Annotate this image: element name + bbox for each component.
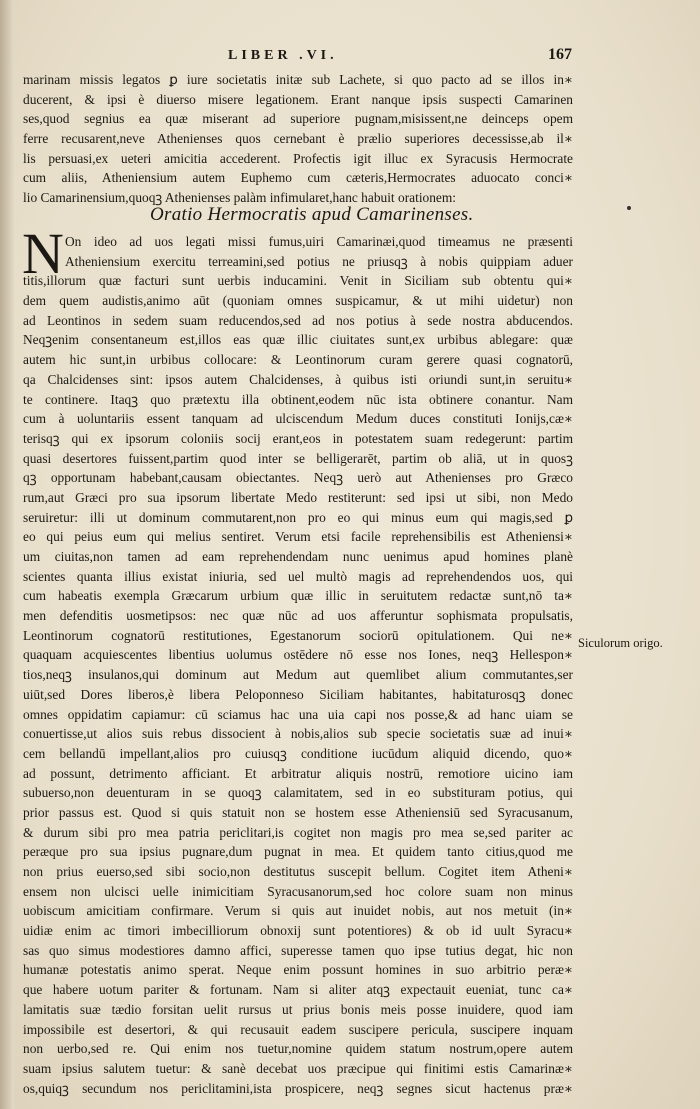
text-line: quaquam acquiescentes libentius uolumus ostēdere nō esse nos Iones, neqꝫ Hellespon∗ — [23, 647, 573, 663]
text-line: qa Chalcidenses sint: ipsos autem Chalcidenses, à quibus isti oriundi sunt,in seruitu∗ — [23, 371, 573, 387]
text-line: cum à uoluntariis essent tanquam ad ulciscendum Medum duces constituti Ionijs,cæ∗ — [23, 411, 573, 427]
text-line: te continere. Itaqꝫ quo prætextu illa obtinent,eodem nūc ista obtinere conantur. Nam — [23, 391, 573, 407]
text-line: Atheniensium exercitu terreamini,sed potius ne priusqꝫ à nobis quippiam aduer — [65, 253, 573, 269]
text-line: ducerent, & ipsi è diuerso misere legationem. Erant nanque ipsis suspecti Camarinen — [23, 91, 573, 107]
text-line: peræque pro sua ipsius pugnare,dum pugnat in mea. Et quidem tanto citius,quod me — [23, 844, 573, 860]
text-line: eo qui peius eum qui melius sentiret. Verum etsi facile reprehensibilis est Atheniensi∗ — [23, 529, 573, 545]
text-line: qꝫ opportunam habebant,causam obiectantes. Neqꝫ uerò aut Athenienses pro Græco — [23, 470, 573, 486]
text-line: On ideo ad uos legati missi fumus,uiri Camarinæi,quod timeamus ne præsenti — [65, 234, 573, 249]
text-line: lis persuasi,ex ueteri amicitia accederent. Profectis igit illuc ex Syracusis Hermocrate — [23, 150, 573, 166]
text-line: tios,neqꝫ insulanos,qui dominum aut Medum aut quemlibet alium commutantes,ser — [23, 667, 573, 683]
drop-cap: N — [22, 221, 64, 286]
text-line: men defenditis uosmetipsos: nec quæ nūc ad uos afferuntur sophismata propulsatis, — [23, 608, 573, 624]
text-line: impossibile est desertori, & qui recusauit eadem suscipere pericula, suscipere inquam — [23, 1021, 573, 1037]
text-line: ad possunt, detrimento afficiant. Et arbitratur aliquis nostrū, remotiore uicino iam — [23, 765, 573, 781]
oration-body — [23, 232, 573, 1098]
text-line: & durum sibi pro mea patria periclitari,is cogitet non magis pro mea se,sed pariter ac — [23, 824, 573, 840]
page-gutter — [0, 0, 14, 1109]
text-line: titis,illorum quæ facturi sunt uerbis inducamini. Venit in Siciliam sub obtentu qui∗ — [23, 273, 573, 289]
text-line: cum aliis, Atheniensium autem Euphemo cum cæteris,Hermocrates aduocato conci∗ — [23, 170, 573, 186]
text-line: ses,quod segnius ea quæ miserant ad superiore pugnam,misissent,ne deinceps opem — [23, 111, 573, 127]
text-line: dem quem audistis,animo aūt (quoniam omnes suspicamur, & ut mihi uidetur) non — [23, 293, 573, 309]
ink-speck — [627, 206, 631, 210]
text-line: ferre recusarent,neve Athenienses quos cernebant è prælio superiores decessisse,ab il∗ — [23, 131, 573, 147]
text-line: marinam missis legatos ꝑ iure societatis initæ sub Lachete, si quo pacto ad se illos in∗ — [23, 72, 573, 87]
text-line: conuertisse,ut alios suis rebus dissocient à nobis,alios sub specie societatis suæ ad inui∗ — [23, 726, 573, 742]
text-line: ad Leontinos in sedem suam reducendos,sed ad nos potius à sede nostra abducendos. — [23, 312, 573, 328]
text-line: rum,aut Græci pro sua ipsorum libertate Medo restiterunt: sed ipsi ut sibi, non Medo — [23, 489, 573, 505]
text-line: seruiretur: illi ut dominum commutarent,non pro eo qui minus eum qui magis,sed ꝑ — [23, 509, 573, 525]
text-line: uobiscum amicitiam confirmare. Verum si quis aut inuidet nobis, aut nos metuit (in∗ — [23, 903, 573, 919]
text-line: lio Camarinensium,quoqꝫ Athenienses palàm infimularet,hanc habuit orationem: — [23, 190, 457, 206]
text-line: Leontinorum cognatorū restitutiones, Egestanorum sociorū opitulationem. Qui ne∗ — [23, 627, 573, 643]
text-line: quasi desertores fuissent,partim quod inter se belligerarēt, partim ob aliā, ut in quosꝫ — [23, 450, 573, 466]
running-title: LIBER .VI. — [228, 48, 338, 63]
text-line: uidiæ enim ac timori imbecilliorum obnoxij sunt potentiores) & ob id uult Syracu∗ — [23, 923, 573, 939]
text-line: Neqꝫenim consentaneum est,illos eas quæ illic ciuitates sunt,ex urbibus ablegare: quæ — [23, 332, 573, 348]
text-line: lamitatis suæ tædio forsitan uelit rursus ut prius bonis meis posse inuidere, quod iam — [23, 1001, 573, 1017]
running-head — [0, 48, 700, 68]
text-line: suam ipsius salutem tuetur: & sanè decebat uos præcipue qui finitimi estis Camarinæ∗ — [23, 1060, 573, 1076]
intro-paragraph — [23, 70, 573, 208]
text-line: uiūt,sed Dores liberos,è libera Peloponneso Siciliam habitantes, habitaturosqꝫ donec — [23, 686, 573, 702]
text-line: ensem non ulcisci uelle inimicitiam Syracusanorum,sed hoc colore suam non minus — [23, 883, 573, 899]
text-line: que habere uotum pariter & fortunam. Nam si aliter atqꝫ expectauit eueniat, tunc ca∗ — [23, 982, 573, 998]
text-line: terisqꝫ qui ex ipsorum coloniis socij erant,eos in potestatem suam redegerunt: partim — [23, 430, 573, 446]
text-line: cum habeatis exempla Græcarum urbium quæ illic in seruitutem redactæ sunt,nō ta∗ — [23, 588, 573, 604]
text-line: prior passus est. Quod si quis statuit non se hostem esse Atheniensiū sed Syracusanum, — [23, 804, 573, 820]
text-line: autem hic sunt,in urbibus collocare: & Leontinorum curam gerere quasi cognatorū, — [23, 352, 573, 368]
text-line: os,quiqꝫ secundum nos periclitamini,ista prospicere, neqꝫ segnes sicut hactenus præ∗ — [23, 1080, 573, 1096]
page-number: 167 — [548, 46, 572, 63]
text-line: scientes quanta illius existat iniuria, sed uel multò magis ad reprehendendos uos, qui — [23, 568, 573, 584]
text-line: omnes oppidatim capiamur: cū sciamus hac una uia capi nos posse,& ad hanc uiam se — [23, 706, 573, 722]
text-line: non uerbo,sed re. Qui enim nos tuetur,nomine quidem statum nostrum,opere autem — [23, 1041, 573, 1057]
text-line: non prius euerso,sed sibi socio,non destitutus suscepit bellum. Cogitet item Atheni∗ — [23, 864, 573, 879]
margin-note: Siculorum origo. — [578, 636, 663, 650]
text-line: sas quo simus modestiores damno affici, superesse tamen quo ipse tutius degat, hic non — [23, 942, 573, 958]
oration-heading: Oratio Hermocratis apud Camarinenses. — [150, 204, 474, 225]
text-line: cem bellandū impellant,alios pro cuiusqꝫ conditione iucūdum aliquid dicendo, quo∗ — [23, 745, 573, 761]
text-line: humanæ potestatis animo sperat. Neque enim possunt homines in suo arbitrio peræ∗ — [23, 962, 573, 978]
text-line: subuerso,non deuenturam in se quoqꝫ calamitatem, sed in eo substituram potius, qui — [23, 785, 573, 801]
text-line: um ciuitas,non tamen ad eam reprehendendam nunc uenimus apud homines planè — [23, 549, 573, 564]
